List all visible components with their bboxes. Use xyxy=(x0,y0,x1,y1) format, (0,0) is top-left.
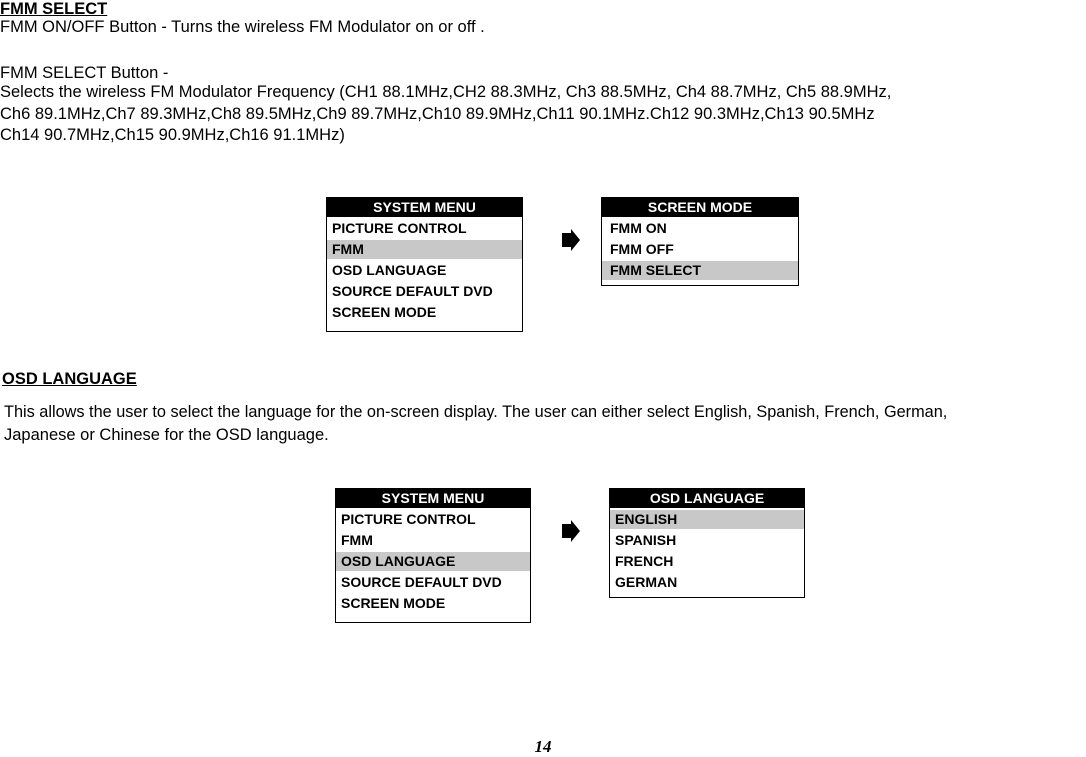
menu-item-osd-language[interactable]: OSD LANGUAGE xyxy=(336,552,530,571)
right-arrow-icon xyxy=(562,229,580,251)
menu-title: SYSTEM MENU xyxy=(327,198,522,217)
menu-item-german[interactable]: GERMAN xyxy=(615,574,678,590)
menu-item-source-default-dvd[interactable]: SOURCE DEFAULT DVD xyxy=(332,283,493,299)
fmm-frequency-line-3: Ch14 90.7MHz,Ch15 90.9MHz,Ch16 91.1MHz) xyxy=(0,126,345,144)
menu-item-source-default-dvd[interactable]: SOURCE DEFAULT DVD xyxy=(341,574,502,590)
menu-item-fmm-off[interactable]: FMM OFF xyxy=(610,241,674,257)
menu-item-fmm-select[interactable]: FMM SELECT xyxy=(602,261,798,280)
osd-description-line-1: This allows the user to select the language for the on-screen display. The user can either select English, Spanish, French, German, xyxy=(4,403,948,421)
fmm-onoff-description: FMM ON/OFF Button - Turns the wireless FM Modulator on or off . xyxy=(0,18,485,36)
page-number: 14 xyxy=(534,737,552,756)
menu-item-screen-mode[interactable]: SCREEN MODE xyxy=(332,304,437,320)
fmm-frequency-line-1: Selects the wireless FM Modulator Frequency (CH1 88.1MHz,CH2 88.3MHz, Ch3 88.5MHz, Ch4 88.7MHz, Ch5 88.9MHz, xyxy=(0,83,892,101)
menu-item-english[interactable]: ENGLISH xyxy=(610,510,804,529)
menu-item-fmm[interactable]: FMM xyxy=(341,532,373,548)
system-menu-osd-panel xyxy=(335,488,531,623)
menu-item-screen-mode[interactable]: SCREEN MODE xyxy=(341,595,446,611)
menu-title: OSD LANGUAGE xyxy=(610,489,804,508)
menu-item-picture-control[interactable]: PICTURE CONTROL xyxy=(332,220,467,236)
fmm-frequency-line-2: Ch6 89.1MHz,Ch7 89.3MHz,Ch8 89.5MHz,Ch9 89.7MHz,Ch10 89.9MHz,Ch11 90.1MHz.Ch12 90.3MHz,Ch13 90.5MHz xyxy=(0,105,875,123)
menu-item-spanish[interactable]: SPANISH xyxy=(615,532,677,548)
menu-title: SCREEN MODE xyxy=(602,198,798,217)
screen-mode-fmm-panel xyxy=(601,197,799,286)
osd-description-line-2: Japanese or Chinese for the OSD language. xyxy=(4,426,329,444)
system-menu-fmm-panel xyxy=(326,197,523,332)
menu-item-picture-control[interactable]: PICTURE CONTROL xyxy=(341,511,476,527)
menu-item-fmm-on[interactable]: FMM ON xyxy=(610,220,667,236)
menu-item-french[interactable]: FRENCH xyxy=(615,553,674,569)
osd-language-panel xyxy=(609,488,805,598)
menu-title: SYSTEM MENU xyxy=(336,489,530,508)
fmm-select-heading: FMM SELECT xyxy=(0,0,108,18)
right-arrow-icon xyxy=(562,520,580,542)
menu-item-fmm[interactable]: FMM xyxy=(327,240,522,259)
menu-item-osd-language[interactable]: OSD LANGUAGE xyxy=(332,262,447,278)
fmm-select-label: FMM SELECT Button - xyxy=(0,64,169,82)
osd-language-heading: OSD LANGUAGE xyxy=(2,370,137,388)
